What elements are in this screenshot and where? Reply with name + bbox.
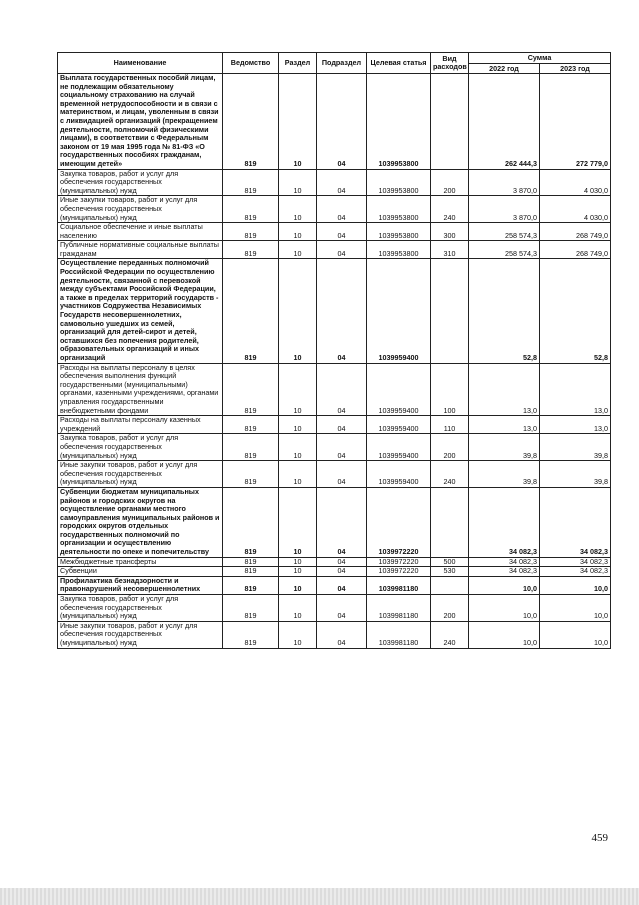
table-row [58, 576, 611, 594]
row-target: 1039981180 [367, 576, 431, 594]
row-section: 10 [279, 196, 317, 223]
table-row [58, 416, 611, 434]
row-sum-2022: 52,8 [469, 259, 540, 363]
row-sum-2023: 10,0 [540, 595, 611, 622]
row-subsection: 04 [317, 461, 367, 488]
row-sum-2023: 13,0 [540, 416, 611, 434]
row-dept: 819 [223, 487, 279, 557]
row-dept: 819 [223, 363, 279, 416]
table-row [58, 595, 611, 622]
table-row [58, 259, 611, 363]
row-exp-type: 200 [431, 434, 469, 461]
row-sum-2023: 34 082,3 [540, 557, 611, 567]
row-sum-2023: 4 030,0 [540, 196, 611, 223]
row-exp-type [431, 74, 469, 170]
row-exp-type: 300 [431, 223, 469, 241]
row-subsection: 04 [317, 223, 367, 241]
row-dept: 819 [223, 259, 279, 363]
header-year-2022: 2022 год [469, 64, 540, 74]
row-dept: 819 [223, 169, 279, 196]
row-exp-type: 100 [431, 363, 469, 416]
row-section: 10 [279, 241, 317, 259]
header-section: Раздел [279, 53, 317, 74]
row-sum-2022: 10,0 [469, 595, 540, 622]
row-sum-2023: 268 749,0 [540, 241, 611, 259]
row-dept: 819 [223, 74, 279, 170]
table-row [58, 196, 611, 223]
row-target: 1039972220 [367, 557, 431, 567]
row-subsection: 04 [317, 576, 367, 594]
row-sum-2023: 34 082,3 [540, 567, 611, 577]
row-name: Закупка товаров, работ и услуг для обеспечения государственных (муниципальных) нужд [58, 595, 223, 622]
row-dept: 819 [223, 595, 279, 622]
row-subsection: 04 [317, 74, 367, 170]
table-row [58, 241, 611, 259]
row-dept: 819 [223, 241, 279, 259]
row-section: 10 [279, 567, 317, 577]
table-row [58, 434, 611, 461]
table-row [58, 621, 611, 648]
row-sum-2022: 34 082,3 [469, 567, 540, 577]
row-target: 1039972220 [367, 567, 431, 577]
row-exp-type: 240 [431, 196, 469, 223]
row-subsection: 04 [317, 487, 367, 557]
row-sum-2022: 3 870,0 [469, 196, 540, 223]
row-target: 1039953800 [367, 223, 431, 241]
row-target: 1039959400 [367, 434, 431, 461]
row-sum-2023: 10,0 [540, 621, 611, 648]
row-section: 10 [279, 223, 317, 241]
row-target: 1039959400 [367, 416, 431, 434]
row-exp-type: 310 [431, 241, 469, 259]
row-sum-2023: 39,8 [540, 461, 611, 488]
row-subsection: 04 [317, 363, 367, 416]
row-target: 1039953800 [367, 169, 431, 196]
row-dept: 819 [223, 567, 279, 577]
table-row [58, 487, 611, 557]
row-sum-2023: 4 030,0 [540, 169, 611, 196]
row-section: 10 [279, 461, 317, 488]
row-sum-2022: 34 082,3 [469, 557, 540, 567]
row-sum-2022: 10,0 [469, 621, 540, 648]
table-row [58, 169, 611, 196]
row-sum-2022: 39,8 [469, 461, 540, 488]
row-name: Профилактика безнадзорности и правонарушений несовершеннолетних [58, 576, 223, 594]
table-row [58, 363, 611, 416]
row-sum-2022: 39,8 [469, 434, 540, 461]
row-target: 1039981180 [367, 621, 431, 648]
budget-table [57, 52, 611, 649]
row-name: Субвенции бюджетам муниципальных районов и городских округов на осуществление органами местного самоуправления муниципальных районов и городских округов отдельных государственных полномочий по организации и осуществлению деятельности по опеке и попечительству [58, 487, 223, 557]
header-target: Целевая статья [367, 53, 431, 74]
row-subsection: 04 [317, 241, 367, 259]
row-sum-2022: 13,0 [469, 363, 540, 416]
row-subsection: 04 [317, 169, 367, 196]
row-target: 1039959400 [367, 461, 431, 488]
row-dept: 819 [223, 223, 279, 241]
row-sum-2023: 13,0 [540, 363, 611, 416]
table-row [58, 567, 611, 577]
row-subsection: 04 [317, 557, 367, 567]
header-subsection: Подраздел [317, 53, 367, 74]
row-section: 10 [279, 487, 317, 557]
row-dept: 819 [223, 621, 279, 648]
row-exp-type: 240 [431, 461, 469, 488]
row-sum-2022: 34 082,3 [469, 487, 540, 557]
row-section: 10 [279, 621, 317, 648]
row-name: Публичные нормативные социальные выплаты гражданам [58, 241, 223, 259]
row-sum-2022: 258 574,3 [469, 223, 540, 241]
row-target: 1039959400 [367, 363, 431, 416]
scan-footer-band [0, 888, 639, 905]
table-row [58, 461, 611, 488]
row-dept: 819 [223, 461, 279, 488]
row-target: 1039981180 [367, 595, 431, 622]
row-exp-type: 240 [431, 621, 469, 648]
row-exp-type [431, 487, 469, 557]
row-name: Межбюджетные трансферты [58, 557, 223, 567]
row-name: Осуществление переданных полномочий Российской Федерации по осуществлению деятельности, связанной с перевозкой между субъектами Российской Федерации, а также в пределах территорий государств - участников Содружества Независимых Государств несовершеннолетних, самовольно ушедших из семей, организаций для детей-сирот и детей, оставшихся без попечения родителей, образовательных организаций и иных организаций [58, 259, 223, 363]
row-name: Иные закупки товаров, работ и услуг для обеспечения государственных (муниципальных) нужд [58, 621, 223, 648]
row-sum-2022: 262 444,3 [469, 74, 540, 170]
row-name: Иные закупки товаров, работ и услуг для обеспечения государственных (муниципальных) нужд [58, 461, 223, 488]
header-sum: Сумма [469, 53, 611, 64]
row-sum-2022: 258 574,3 [469, 241, 540, 259]
row-sum-2022: 10,0 [469, 576, 540, 594]
row-subsection: 04 [317, 595, 367, 622]
row-section: 10 [279, 416, 317, 434]
header-year-2023: 2023 год [540, 64, 611, 74]
row-exp-type: 200 [431, 169, 469, 196]
row-name: Субвенции [58, 567, 223, 577]
row-section: 10 [279, 169, 317, 196]
row-subsection: 04 [317, 567, 367, 577]
row-exp-type: 500 [431, 557, 469, 567]
row-exp-type: 200 [431, 595, 469, 622]
row-subsection: 04 [317, 416, 367, 434]
row-name: Иные закупки товаров, работ и услуг для обеспечения государственных (муниципальных) нужд [58, 196, 223, 223]
row-sum-2023: 268 749,0 [540, 223, 611, 241]
row-sum-2022: 13,0 [469, 416, 540, 434]
row-exp-type [431, 576, 469, 594]
header-name: Наименование [58, 53, 223, 74]
row-sum-2023: 52,8 [540, 259, 611, 363]
row-name: Расходы на выплаты персоналу в целях обеспечения выполнения функций государственными (муниципальными) органами, казенными учреждениями, органами управления государственными внебюджетными фондами [58, 363, 223, 416]
row-dept: 819 [223, 196, 279, 223]
row-sum-2023: 39,8 [540, 434, 611, 461]
row-target: 1039972220 [367, 487, 431, 557]
row-dept: 819 [223, 557, 279, 567]
row-section: 10 [279, 434, 317, 461]
row-section: 10 [279, 363, 317, 416]
row-exp-type: 110 [431, 416, 469, 434]
table-row [58, 557, 611, 567]
row-exp-type [431, 259, 469, 363]
row-subsection: 04 [317, 434, 367, 461]
row-sum-2023: 34 082,3 [540, 487, 611, 557]
row-dept: 819 [223, 416, 279, 434]
row-name: Закупка товаров, работ и услуг для обеспечения государственных (муниципальных) нужд [58, 169, 223, 196]
row-target: 1039953800 [367, 196, 431, 223]
row-sum-2023: 272 779,0 [540, 74, 611, 170]
row-dept: 819 [223, 434, 279, 461]
row-exp-type: 530 [431, 567, 469, 577]
row-section: 10 [279, 576, 317, 594]
row-subsection: 04 [317, 259, 367, 363]
row-name: Расходы на выплаты персоналу казенных учреждений [58, 416, 223, 434]
table-row [58, 74, 611, 170]
row-target: 1039953800 [367, 241, 431, 259]
row-dept: 819 [223, 576, 279, 594]
row-section: 10 [279, 595, 317, 622]
row-name: Социальное обеспечение и иные выплаты населению [58, 223, 223, 241]
row-subsection: 04 [317, 621, 367, 648]
row-section: 10 [279, 557, 317, 567]
row-name: Выплата государственных пособий лицам, не подлежащим обязательному социальному страхованию на случай временной нетрудоспособности и в связи с материнством, и лицам, уволенным в связи с ликвидацией организаций (прекращением деятельности, полномочий физическими лицами), в соответствии с Федеральным законом от 19 мая 1995 года № 81-ФЗ «О государственных пособиях гражданам, имеющим детей» [58, 74, 223, 170]
row-subsection: 04 [317, 196, 367, 223]
row-target: 1039959400 [367, 259, 431, 363]
table-row [58, 223, 611, 241]
header-dept: Ведомство [223, 53, 279, 74]
page-number: 459 [591, 832, 608, 844]
row-target: 1039953800 [367, 74, 431, 170]
row-sum-2022: 3 870,0 [469, 169, 540, 196]
row-section: 10 [279, 74, 317, 170]
row-section: 10 [279, 259, 317, 363]
row-name: Закупка товаров, работ и услуг для обеспечения государственных (муниципальных) нужд [58, 434, 223, 461]
header-exp-type: Вид расходов [431, 53, 469, 74]
row-sum-2023: 10,0 [540, 576, 611, 594]
